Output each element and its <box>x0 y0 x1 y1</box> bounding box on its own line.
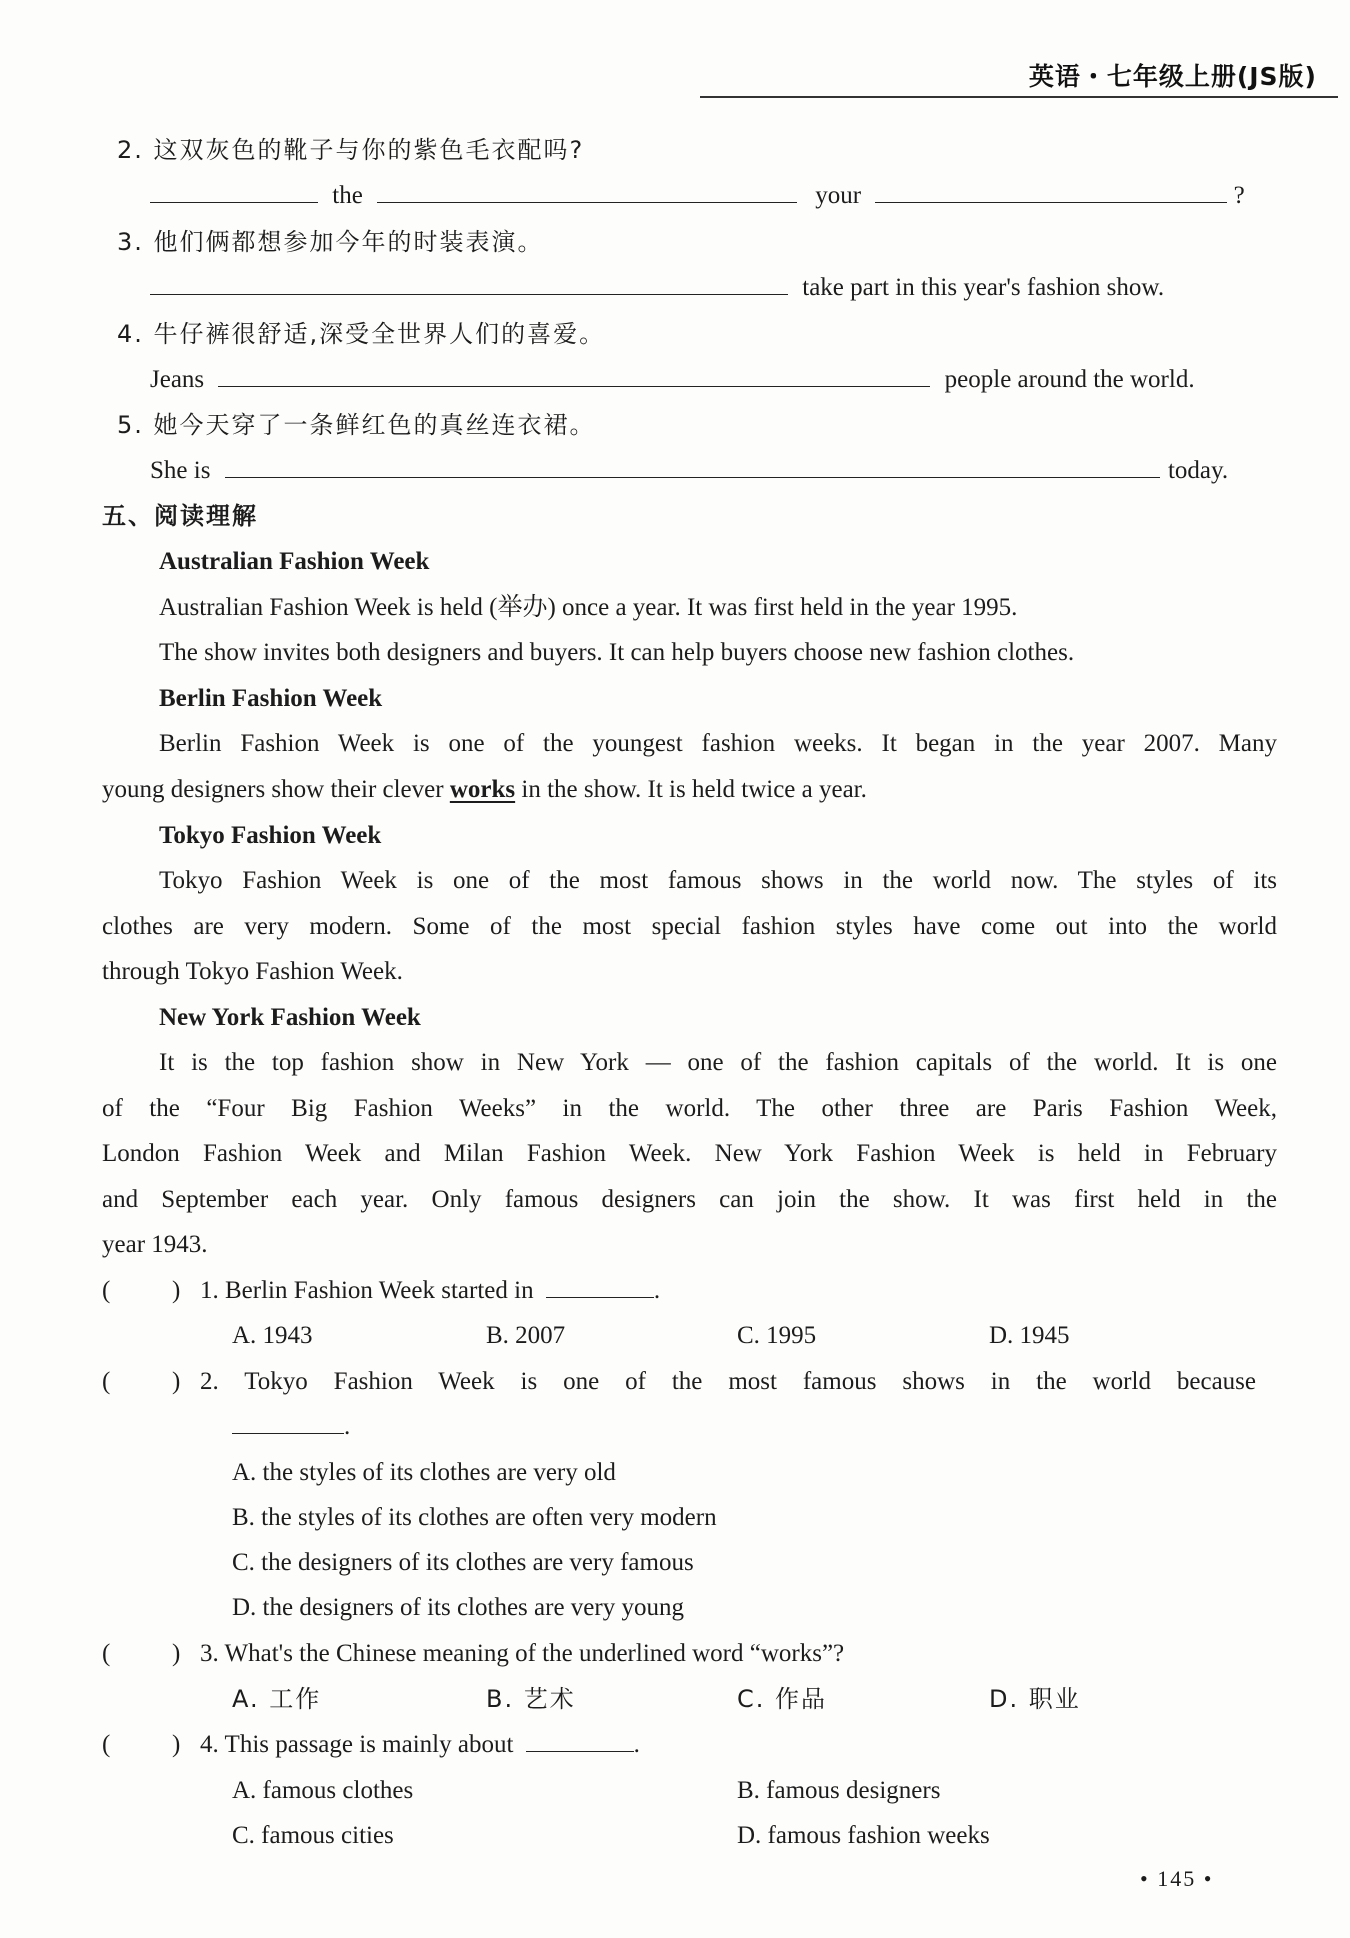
answer-blank[interactable] <box>150 180 318 203</box>
question-text: 3. What's the Chinese meaning of the underlined word “works”? <box>200 1640 845 1667</box>
passage-title: Tokyo Fashion Week <box>159 822 382 849</box>
option[interactable]: C. famous cities <box>232 1822 394 1849</box>
q4-tail: people around the world. <box>944 366 1195 393</box>
translation-q3-prompt: 3. 他们俩都想参加今年的时装表演。 <box>117 228 544 256</box>
option[interactable]: D. famous fashion weeks <box>737 1822 990 1849</box>
q3-tail: take part in this year's fashion show. <box>802 274 1165 301</box>
answer-paren-open: ( <box>102 1368 111 1395</box>
passage-line: of the “Four Big Fashion Weeks” in the world. The other three are Paris Fashion Week, <box>102 1095 1277 1122</box>
option[interactable]: A. the styles of its clothes are very old <box>232 1459 616 1486</box>
option[interactable]: D. the designers of its clothes are very young <box>232 1594 684 1621</box>
passage-text: young designers show their clever <box>102 776 444 803</box>
header-rule <box>700 96 1338 98</box>
option[interactable]: D. 1945 <box>989 1322 1070 1349</box>
answer-paren-close[interactable]: ) <box>172 1640 181 1667</box>
answer-blank[interactable] <box>150 272 788 295</box>
translation-q2-prompt: 2. 这双灰色的靴子与你的紫色毛衣配吗? <box>117 136 585 164</box>
translation-q3-answer <box>150 272 1164 304</box>
translation-q4-prompt: 4. 牛仔裤很舒适,深受全世界人们的喜爱。 <box>117 320 606 348</box>
answer-blank[interactable] <box>546 1275 654 1298</box>
answer-paren-close[interactable]: ) <box>172 1277 181 1304</box>
answer-paren-open: ( <box>102 1277 111 1304</box>
translation-q4-answer <box>150 364 1195 396</box>
passage-line: year 1943. <box>102 1231 208 1258</box>
question-text: 4. This passage is mainly about <box>200 1731 514 1758</box>
question-stem <box>200 1729 640 1761</box>
question-stem <box>200 1275 660 1307</box>
passage-title: New York Fashion Week <box>159 1004 421 1031</box>
passage-line: Tokyo Fashion Week is one of the most famous shows in the world now. The styles of its <box>159 867 1277 894</box>
option[interactable]: B. 艺术 <box>486 1685 576 1713</box>
answer-blank[interactable] <box>875 180 1227 203</box>
q2-word-the: the <box>332 182 363 209</box>
q4-start: Jeans <box>150 366 205 393</box>
question-period: . <box>653 1277 661 1304</box>
section-title: 五、阅读理解 <box>102 502 258 530</box>
answer-paren-close[interactable]: ) <box>172 1731 181 1758</box>
passage-line: clothes are very modern. Some of the most special fashion styles have come out into the world <box>102 913 1277 940</box>
passage-text: in the show. It is held twice a year. <box>521 776 867 803</box>
option[interactable]: C. 作品 <box>737 1685 828 1713</box>
option[interactable]: A. famous clothes <box>232 1777 414 1804</box>
question-stem-cont <box>232 1411 350 1443</box>
passage-line: Australian Fashion Week is held (举办) once a year. It was first held in the year 1995. <box>159 594 1018 621</box>
passage-line: and September each year. Only famous designers can join the show. It was first held in the <box>102 1186 1277 1213</box>
translation-q5-answer <box>150 455 1228 487</box>
option[interactable]: C. 1995 <box>737 1322 817 1349</box>
underlined-word: works <box>449 776 516 803</box>
answer-blank[interactable] <box>225 455 1160 478</box>
answer-blank[interactable] <box>218 364 930 387</box>
option[interactable]: C. the designers of its clothes are very famous <box>232 1549 694 1576</box>
translation-q2-answer <box>150 180 1245 212</box>
passage-line: It is the top fashion show in New York — one of the fashion capitals of the world. It is one <box>159 1049 1277 1076</box>
option[interactable]: B. famous designers <box>737 1777 941 1804</box>
q2-word-your: your <box>815 182 862 209</box>
passage-line: London Fashion Week and Milan Fashion Week. New York Fashion Week is held in February <box>102 1140 1277 1167</box>
q5-tail: today. <box>1167 457 1229 484</box>
q5-start: She is <box>150 457 211 484</box>
passage-title: Australian Fashion Week <box>159 548 430 575</box>
option[interactable]: A. 1943 <box>232 1322 313 1349</box>
question-text: 2. Tokyo Fashion Week is one of the most famous shows in the world because <box>200 1368 1256 1395</box>
answer-paren-open: ( <box>102 1731 111 1758</box>
passage-line: through Tokyo Fashion Week. <box>102 958 403 985</box>
page-number: • 145 • <box>1140 1866 1214 1891</box>
passage-line: Berlin Fashion Week is one of the youngest fashion weeks. It began in the year 2007. Many <box>159 730 1277 757</box>
option[interactable]: B. 2007 <box>486 1322 566 1349</box>
q2-question-mark: ? <box>1233 182 1245 209</box>
answer-blank[interactable] <box>526 1729 634 1752</box>
question-period: . <box>633 1731 640 1758</box>
translation-q5-prompt: 5. 她今天穿了一条鲜红色的真丝连衣裙。 <box>117 411 596 439</box>
answer-paren-open: ( <box>102 1640 111 1667</box>
option[interactable]: D. 职业 <box>989 1685 1081 1713</box>
passage-title: Berlin Fashion Week <box>159 685 383 712</box>
passage-line <box>102 774 867 806</box>
question-text: 1. Berlin Fashion Week started in <box>200 1277 534 1304</box>
passage-line: The show invites both designers and buyers. It can help buyers choose new fashion clothes. <box>159 639 1075 666</box>
option[interactable]: B. the styles of its clothes are often very modern <box>232 1504 717 1531</box>
header-title: 英语・七年级上册(JS版) <box>1028 62 1317 91</box>
answer-blank[interactable] <box>377 180 797 203</box>
answer-blank[interactable] <box>232 1411 344 1434</box>
option[interactable]: A. 工作 <box>232 1685 322 1713</box>
question-period: . <box>344 1413 351 1440</box>
answer-paren-close[interactable]: ) <box>172 1368 181 1395</box>
